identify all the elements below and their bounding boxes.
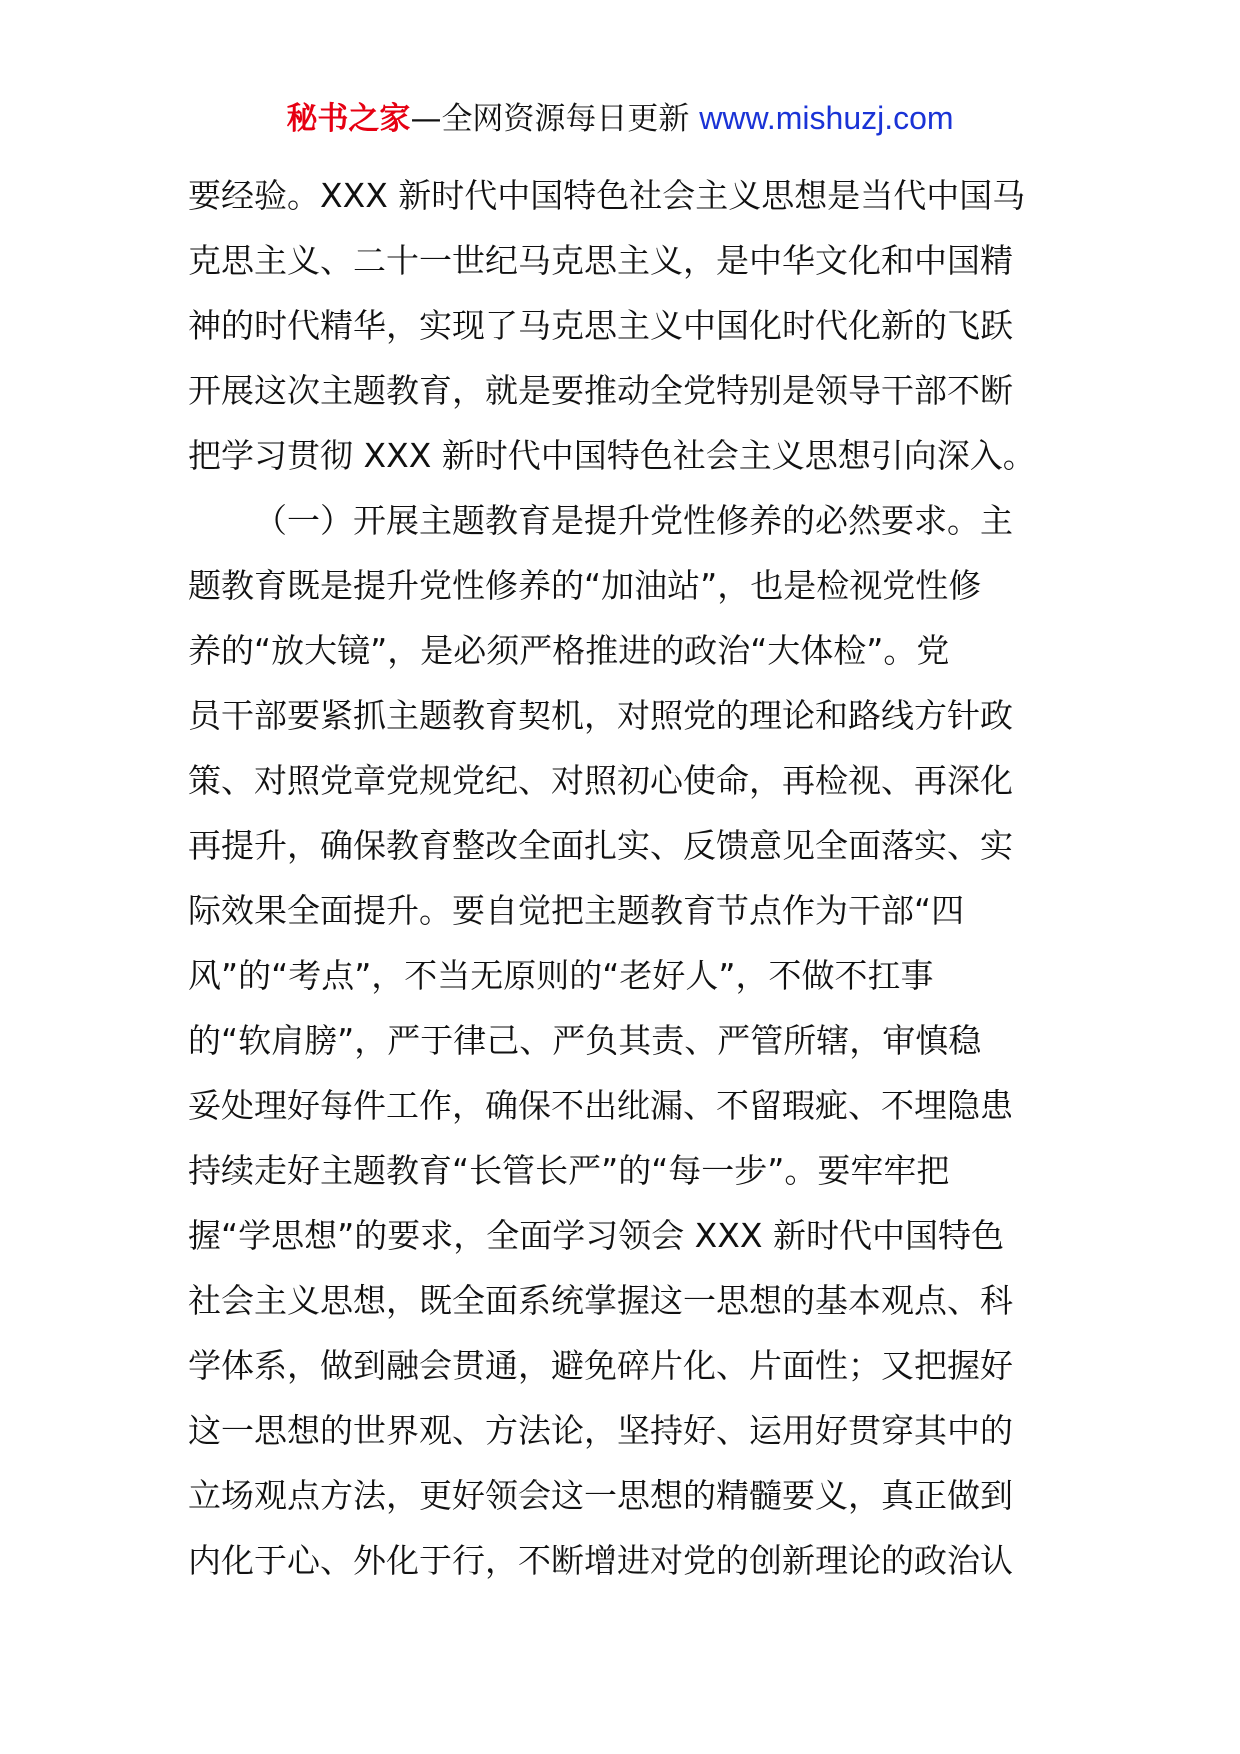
text-line: 员干部要紧抓主题教育契机，对照党的理论和路线方针政: [188, 696, 1013, 735]
text-line: 把学习贯彻 XXX 新时代中国特色社会主义思想引向深入。: [188, 436, 1036, 475]
site-url[interactable]: www.mishuzj.com: [699, 100, 954, 136]
text-line: 持续走好主题教育“长管长严”的“每一步”。要牢牢把: [188, 1151, 950, 1190]
text-line: 再提升，确保教育整改全面扎实、反馈意见全面落实、实: [188, 826, 1013, 865]
document-body: [188, 163, 1058, 1593]
text-line: 题教育既是提升党性修养的“加油站”，也是检视党性修: [188, 566, 982, 605]
site-tagline: —全网资源每日更新: [410, 101, 690, 137]
text-line: 克思主义、二十一世纪马克思主义，是中华文化和中国精: [188, 241, 1013, 280]
text-line: 内化于心、外化于行，不断增进对党的创新理论的政治认: [188, 1541, 1013, 1580]
text-line: 的“软肩膀”，严于律己、严负其责、严管所辖，审慎稳: [188, 1021, 982, 1060]
text-line: 社会主义思想，既全面系统掌握这一思想的基本观点、科: [188, 1281, 1013, 1320]
text-line: 际效果全面提升。要自觉把主题教育节点作为干部“四: [188, 891, 965, 930]
site-header: [0, 98, 1240, 139]
text-line: 握“学思想”的要求，全面学习领会 XXX 新时代中国特色: [188, 1216, 1004, 1255]
text-line: 养的“放大镜”，是必须严格推进的政治“大体检”。党: [188, 631, 950, 670]
text-line: 立场观点方法，更好领会这一思想的精髓要义，真正做到: [188, 1476, 1013, 1515]
text-line: 学体系，做到融会贯通，避免碎片化、片面性；又把握好: [188, 1346, 1013, 1385]
section-heading-line: （一）开展主题教育是提升党性修养的必然要求。主: [254, 501, 1013, 540]
text-line: 神的时代精华，实现了马克思主义中国化时代化新的飞跃: [188, 306, 1013, 345]
text-line: 策、对照党章党规党纪、对照初心使命，再检视、再深化: [188, 761, 1013, 800]
text-line: 妥处理好每件工作，确保不出纰漏、不留瑕疵、不埋隐患: [188, 1086, 1013, 1125]
text-line: 开展这次主题教育，就是要推动全党特别是领导干部不断: [188, 371, 1013, 410]
text-line: 风”的“考点”，不当无原则的“老好人”，不做不扛事: [188, 956, 934, 995]
text-line: 这一思想的世界观、方法论，坚持好、运用好贯穿其中的: [188, 1411, 1013, 1450]
text-line: 要经验。XXX 新时代中国特色社会主义思想是当代中国马: [188, 176, 1026, 215]
site-brand: 秘书之家: [286, 101, 411, 137]
